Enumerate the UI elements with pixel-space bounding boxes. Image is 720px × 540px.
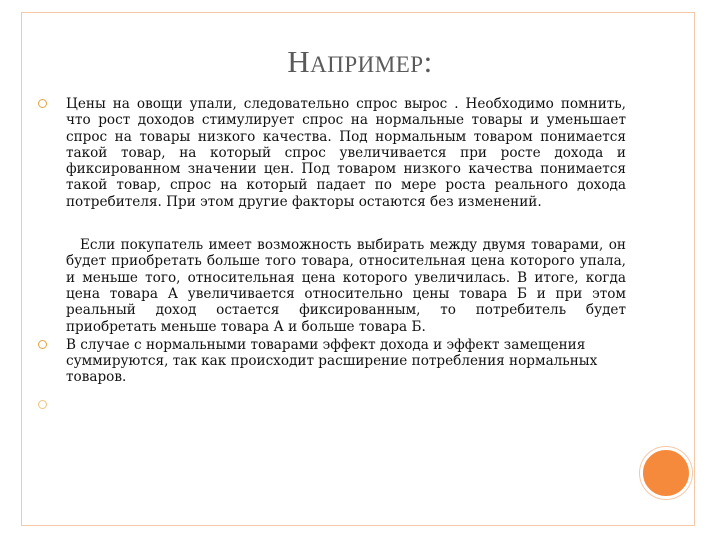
title-rest: АПРИМЕР: [310, 52, 424, 77]
bullet-text-2: В случае с нормальными товарами эффект дохода и эффект замещения суммируются, так как происходит расширение потребления нормальных товаров.: [66, 336, 598, 386]
bullet-item-1: [36, 96, 626, 210]
bullet-circle-icon: [38, 400, 47, 409]
title-colon: :: [423, 44, 433, 79]
paragraph-text: Если покупатель имеет возможность выбирать между двумя товарами, он будет приобретать больше того товара, относительная цена которого упала, и меньше того, относительная цена которого увеличилась. В итоге, когда цена товара А увеличивается относительно цены товара Б и при этом реальный доход остается фиксированным, то потребитель будет приобретать меньше товара А и больше товара Б.: [66, 237, 626, 335]
bullet-circle-icon: [38, 340, 47, 349]
bullet-text-1: Цены на овощи упали, следовательно спрос вырос . Необходимо помнить, что рост доходов стимулирует спрос на нормальные товары и уменьшает спрос на товары низкого качества. Под нормальным товаром понимается такой товар, на который спрос увеличивается при росте дохода и фиксированном значении цен. Под товаром низкого качества понимается такой товар, спрос на который падает по мере роста реального дохода потребителя. При этом другие факторы остаются без изменений.: [66, 96, 626, 210]
title-first-letter: Н: [287, 44, 311, 79]
bullet-item-2: [36, 337, 626, 386]
slide-title: [0, 46, 720, 77]
bullet-item-3: [36, 397, 626, 413]
slide-content: [36, 96, 626, 413]
decorative-circle: [640, 447, 692, 499]
bullet-circle-icon: [38, 99, 47, 108]
